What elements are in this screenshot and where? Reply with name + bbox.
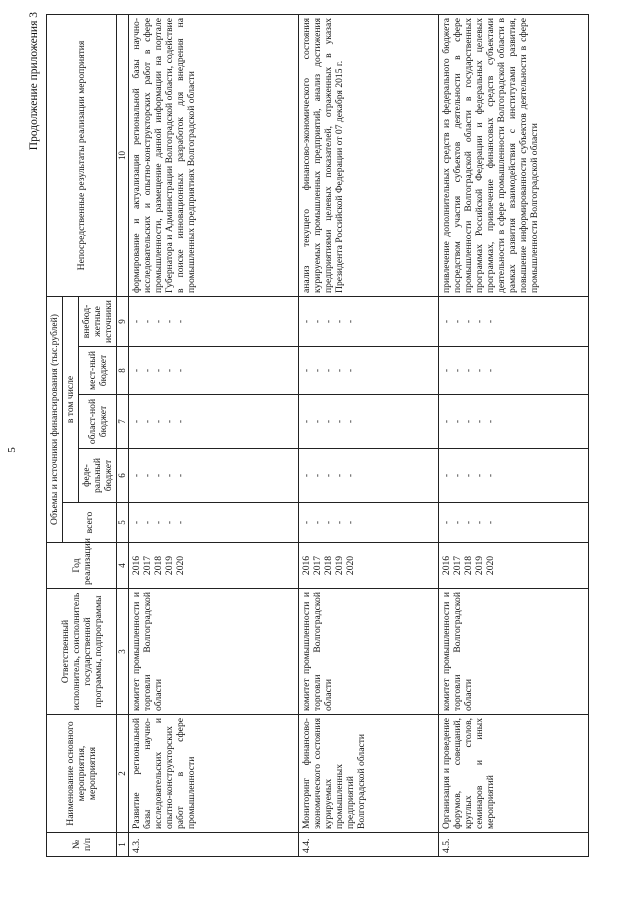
amount-value: -: [463, 368, 475, 373]
amount-value: -: [153, 319, 165, 324]
amount-value: -: [345, 520, 357, 525]
amount-value: -: [312, 319, 324, 324]
header-executor: Ответственный исполнитель, соисполнитель государственной программы, подпрограммы: [47, 589, 117, 715]
federal-values: [299, 449, 439, 503]
header-regional-budget: област-ной бюджет: [79, 395, 117, 449]
amount-value: -: [452, 473, 464, 478]
amount-value: -: [153, 473, 165, 478]
year-list: [439, 543, 589, 589]
amount-value: -: [301, 419, 313, 424]
activity-name: Организация и проведение форумов, совещаний, круглых столов, семинаров и иных мероприятий: [439, 715, 589, 833]
amount-value: -: [312, 473, 324, 478]
column-number: 6: [117, 449, 129, 503]
column-number: 2: [117, 715, 129, 833]
regional-values: [439, 395, 589, 449]
activity-name: Развитие региональной базы научно-исследовательских и опытно-конструкторских работ в сфере промышленности: [129, 715, 299, 833]
header-in-that-number: в том числе: [63, 296, 79, 502]
amount-value: -: [164, 368, 176, 373]
amount-value: -: [452, 520, 464, 525]
amount-value: -: [164, 520, 176, 525]
amount-value: -: [153, 368, 165, 373]
federal-values: [129, 449, 299, 503]
amount-value: -: [175, 368, 187, 373]
year-value: 2019: [474, 555, 486, 576]
year-value: 2018: [463, 555, 475, 576]
column-number: 9: [117, 296, 129, 346]
amount-value: -: [164, 319, 176, 324]
column-number: 4: [117, 543, 129, 589]
year-value: 2017: [142, 555, 154, 576]
amount-value: -: [474, 473, 486, 478]
total-values: [299, 503, 439, 543]
column-number: 1: [117, 833, 129, 857]
year-value: 2019: [164, 555, 176, 576]
amount-value: -: [175, 520, 187, 525]
row-number: 4.5.: [439, 833, 589, 857]
year-value: 2018: [153, 555, 165, 576]
amount-value: -: [131, 368, 143, 373]
direct-result: привлечение дополнительных средств из федерального бюджета посредством участия субъектов деятельности в сфере промышленности Волгоградской области в государственных программах Российской Федерации и федеральных целевых программах, привлечение финансовых средств субъектами деятельности в сфере промышленности Волгоградской области в рамках развития взаимодействия с институтами развития, повышение информированности субъектов деятельности в сфере промышленности Волгоградской области: [439, 14, 589, 296]
year-value: 2020: [485, 555, 497, 576]
amount-value: -: [323, 419, 335, 424]
year-value: 2020: [345, 555, 357, 576]
amount-value: -: [441, 368, 453, 373]
amount-value: -: [441, 473, 453, 478]
amount-value: -: [474, 319, 486, 324]
amount-value: -: [334, 473, 346, 478]
amount-value: -: [142, 520, 154, 525]
local-values: [129, 347, 299, 395]
extrabudget-values: [129, 296, 299, 346]
amount-value: -: [441, 419, 453, 424]
regional-values: [299, 395, 439, 449]
year-value: 2016: [301, 555, 313, 576]
amount-value: -: [474, 419, 486, 424]
year-value: 2017: [452, 555, 464, 576]
header-funding-group: Объемы и источники финансирования (тыс.рублей): [47, 296, 63, 542]
amount-value: -: [153, 419, 165, 424]
year-value: 2019: [334, 555, 346, 576]
amount-value: -: [323, 520, 335, 525]
amount-value: -: [463, 520, 475, 525]
amount-value: -: [485, 368, 497, 373]
header-local-budget: мест-ный бюджет: [79, 347, 117, 395]
executor: комитет промышленности и торговли Волгоградской области: [129, 589, 299, 715]
amount-value: -: [345, 319, 357, 324]
year-list: [299, 543, 439, 589]
amount-value: -: [485, 473, 497, 478]
column-number: 3: [117, 589, 129, 715]
year-value: 2018: [323, 555, 335, 576]
amount-value: -: [301, 520, 313, 525]
row-number: 4.3.: [129, 833, 299, 857]
header-year: Год реализации: [47, 543, 117, 589]
local-values: [299, 347, 439, 395]
amount-value: -: [301, 319, 313, 324]
year-value: 2016: [441, 555, 453, 576]
table-row: [299, 14, 439, 856]
year-value: 2020: [175, 555, 187, 576]
amount-value: -: [131, 473, 143, 478]
amount-value: -: [474, 520, 486, 525]
regional-values: [129, 395, 299, 449]
amount-value: -: [312, 520, 324, 525]
amount-value: -: [142, 473, 154, 478]
amount-value: -: [485, 520, 497, 525]
table-header: [47, 14, 129, 856]
column-number: 8: [117, 347, 129, 395]
header-extrabudgetary: внебюд-жетные источники: [79, 296, 117, 346]
amount-value: -: [175, 419, 187, 424]
total-values: [439, 503, 589, 543]
amount-value: -: [323, 368, 335, 373]
page-number: 5: [6, 447, 18, 453]
amount-value: -: [153, 520, 165, 525]
amount-value: -: [345, 368, 357, 373]
extrabudget-values: [299, 296, 439, 346]
header-activity-name: Наименование основного мероприятия, мероприятия: [47, 715, 117, 833]
amount-value: -: [345, 419, 357, 424]
direct-result: формирование и актуализация региональной базы научно-исследовательских и опытно-конструкторских работ в сфере промышленности, размещение данной информации на портале Губернатора и Администрации Волгоградской области, содействие в поиске инновационных разработок для внедрения на промышленных предприятиях Волгоградской области: [129, 14, 299, 296]
column-number-row: [117, 14, 129, 856]
amount-value: -: [323, 319, 335, 324]
amount-value: -: [164, 419, 176, 424]
federal-values: [439, 449, 589, 503]
header-direct-results: Непосредственные результаты реализации мероприятия: [47, 14, 117, 296]
amount-value: -: [312, 368, 324, 373]
local-values: [439, 347, 589, 395]
amount-value: -: [301, 368, 313, 373]
amount-value: -: [441, 520, 453, 525]
amount-value: -: [463, 419, 475, 424]
amount-value: -: [164, 473, 176, 478]
amount-value: -: [334, 520, 346, 525]
amount-value: -: [142, 368, 154, 373]
year-value: 2017: [312, 555, 324, 576]
row-number: 4.4.: [299, 833, 439, 857]
amount-value: -: [175, 473, 187, 478]
amount-value: -: [485, 419, 497, 424]
header-federal-budget: феде-ральный бюджет: [79, 449, 117, 503]
amount-value: -: [142, 319, 154, 324]
amount-value: -: [452, 368, 464, 373]
amount-value: -: [131, 419, 143, 424]
amount-value: -: [463, 319, 475, 324]
year-list: [129, 543, 299, 589]
amount-value: -: [441, 319, 453, 324]
amount-value: -: [131, 520, 143, 525]
continuation-caption: Продолжение приложения 3: [28, 12, 40, 151]
amount-value: -: [474, 368, 486, 373]
column-number: 5: [117, 503, 129, 543]
amount-value: -: [452, 419, 464, 424]
amount-value: -: [485, 319, 497, 324]
amount-value: -: [334, 368, 346, 373]
amount-value: -: [345, 473, 357, 478]
amount-value: -: [131, 319, 143, 324]
column-number: 7: [117, 395, 129, 449]
extrabudget-values: [439, 296, 589, 346]
amount-value: -: [334, 319, 346, 324]
executor: комитет промышленности и торговли Волгоградской области: [299, 589, 439, 715]
amount-value: -: [334, 419, 346, 424]
amount-value: -: [312, 419, 324, 424]
amount-value: -: [323, 473, 335, 478]
total-values: [129, 503, 299, 543]
amount-value: -: [142, 419, 154, 424]
table-row: [129, 14, 299, 856]
amount-value: -: [301, 473, 313, 478]
activity-name: Мониторинг финансово-экономического состояния курируемых промышленных предприятий Волгоградской области: [299, 715, 439, 833]
column-number: 10: [117, 14, 129, 296]
executor: комитет промышленности и торговли Волгоградской области: [439, 589, 589, 715]
amount-value: -: [452, 319, 464, 324]
header-number: № п/п: [47, 833, 117, 857]
program-activities-table: [46, 14, 589, 857]
amount-value: -: [463, 473, 475, 478]
table-row: [439, 14, 589, 856]
amount-value: -: [175, 319, 187, 324]
year-value: 2016: [131, 555, 143, 576]
direct-result: анализ текущего финансово-экономического состояния курируемых промышленных предприятий, анализ достижения предприятиями целевых показателей, отраженных в указах Президента Российской Федерации от 07 декабря 2015 г.: [299, 14, 439, 296]
header-total: всего: [63, 503, 117, 543]
